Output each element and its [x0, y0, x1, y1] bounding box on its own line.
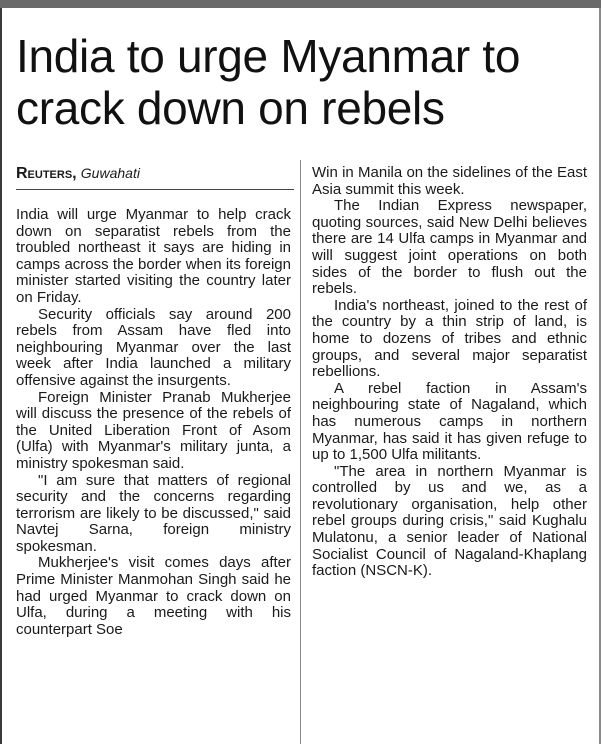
paragraph: Mukherjee's visit comes days after Prime Minister Manmohan Singh said he had urged Myanmar to crack down on Ulfa, during a meeting with his counterpart Soe: [16, 554, 291, 638]
paragraph: "The area in northern Myanmar is controlled by us and we, as a revolutionary organisation, help other rebel groups during crisis," said Kughalu Mulatonu, a senior leader of National Socialist Council of Nagaland-Khaplang faction (NSCN-K).: [312, 462, 587, 580]
article-column-right: [312, 165, 587, 580]
article-column-left: [16, 207, 291, 638]
paragraph: Foreign Minister Pranab Mukherjee will discuss the presence of the rebels of the United Liberation Front of Asom (Ulfa) with Myanmar's military junta, a ministry spokesman said.: [16, 388, 291, 472]
paragraph: India will urge Myanmar to help crack down on separatist rebels from the troubled northeast it says are hiding in camps across the border when its foreign minister started visiting the country later on Friday.: [16, 206, 291, 306]
paragraph: A rebel faction in Assam's neighbouring state of Nagaland, which has numerous camps in northern Myanmar, has said it has given refuge to up to 1,500 Ulfa militants.: [312, 379, 587, 464]
byline-agency: Reuters,: [16, 165, 77, 182]
paragraph: Security officials say around 200 rebels from Assam have fled into neighbouring Myanmar over the last week after India launched a military offensive against the insurgents.: [16, 305, 291, 389]
top-border-bar: [0, 0, 601, 8]
byline: [16, 163, 294, 190]
left-border-rule: [0, 8, 2, 744]
headline: India to urge Myanmar to crack down on rebels: [16, 30, 521, 134]
paragraph: India's northeast, joined to the rest of the country by a thin strip of land, is home to dozens of tribes and ethnic groups, and several major separatist rebellions.: [312, 296, 587, 381]
paragraph: "I am sure that matters of regional security and the concerns regarding terrorism are likely to be discussed," said Navtej Sarna, foreign ministry spokesman.: [16, 471, 291, 555]
paragraph: Win in Manila on the sidelines of the East Asia summit this week.: [312, 164, 587, 198]
paragraph: The Indian Express newspaper, quoting sources, said New Delhi believes there are 14 Ulfa camps in Myanmar and will suggest joint operations on both sides of the border to flush out the rebels.: [312, 197, 587, 298]
column-divider: [300, 160, 301, 744]
byline-place: Guwahati: [80, 165, 140, 181]
